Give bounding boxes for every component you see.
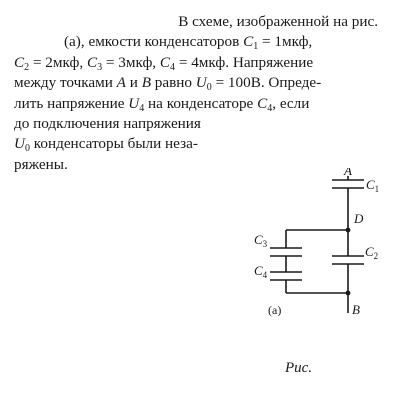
problem-line-6 [14,114,388,134]
text-fragment: (а), емкости конденсаторов [64,33,244,51]
text-fragment: ряжены. [14,155,68,173]
label-b: B [352,302,360,317]
problem-line-4 [14,73,388,93]
label-fig-a: (а) [268,303,282,317]
text-fragment: = 100В. Опреде- [211,74,322,92]
point-a: A [116,74,126,92]
label-d: D [354,211,364,226]
symbol-c4-second: $C_4$ [257,94,273,114]
text-fragment: конденсаторы были неза- [29,135,198,153]
problem-line-5 [14,94,388,114]
circuit-diagram [230,168,380,328]
text-fragment: между точками [14,74,117,92]
text-fragment: = 2мкф, [29,53,87,71]
problem-line-3 [14,53,388,73]
text-fragment: лить напряжение [14,94,129,112]
problem-text [14,12,388,175]
figure-caption: Рис. [285,360,313,376]
symbol-u0-second: $U_0$ [14,135,30,155]
problem-line-1 [14,12,388,32]
text-fragment: = 1мкф, [258,33,313,51]
text-fragment: равно [150,74,196,92]
node-bottom [346,291,351,296]
symbol-c1: $C_1$ [243,33,259,53]
label-c2: $C_2$ [365,244,379,261]
text-fragment: = 4мкф. Напряжение [175,53,314,71]
symbol-c3: $C_3$ [86,53,103,73]
point-b: B [141,74,151,92]
text-fragment: на конденсаторе [144,94,258,112]
text-fragment: = 3мкф, [102,53,160,71]
symbol-c4: $C_4$ [159,53,176,73]
problem-line-7 [14,134,388,154]
problem-line-2 [14,32,388,52]
symbol-c2: $C_2$ [14,53,30,73]
text-fragment: и [125,74,142,92]
symbol-u0: $U_0$ [195,74,212,94]
label-c1: $C_1$ [366,177,380,194]
label-c3: $C_3$ [254,232,268,249]
text-fragment: , если [272,94,310,112]
symbol-u4: $U_4$ [128,94,145,114]
text-fragment: до подключения напряжения [14,115,201,133]
label-c4: $C_4$ [254,263,268,280]
node-d [346,228,351,233]
label-a: A [344,168,352,178]
text-fragment: В схеме, изображенной на рис. [178,13,378,30]
